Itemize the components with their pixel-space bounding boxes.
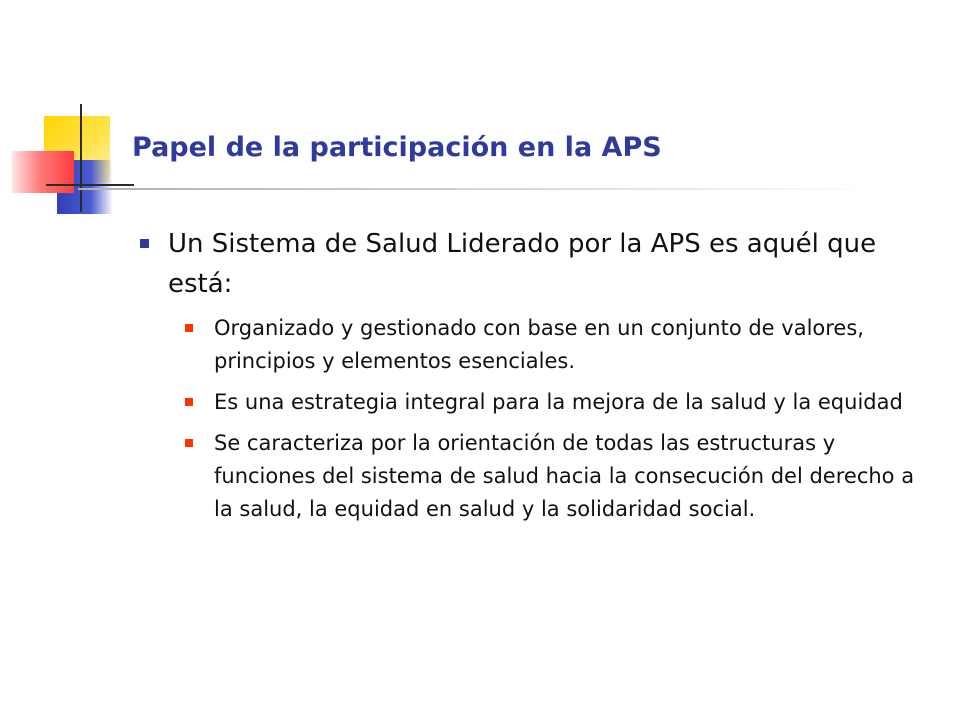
sub-bullet-text: Se caracteriza por la orientación de todas las estructuras y funciones del sistema de salud hacia la consecución del derecho a la salud, la equidad en salud y la solidaridad social.	[214, 431, 915, 521]
red-square-shape	[12, 151, 74, 193]
sub-bullet	[168, 312, 922, 378]
sub-bullet-text: Organizado y gestionado con base en un conjunto de valores, principios y elementos esenciales.	[214, 316, 864, 373]
sub-bullet	[168, 427, 922, 526]
decorative-logo	[0, 0, 140, 230]
square-bullet-icon	[140, 239, 149, 248]
logo-vertical-line	[80, 104, 82, 212]
square-bullet-icon	[185, 324, 193, 332]
sub-bullet-list	[168, 312, 922, 526]
title-divider	[78, 188, 878, 190]
main-bullet-text: Un Sistema de Salud Liderado por la APS es aquél que está:	[168, 229, 877, 299]
square-bullet-icon	[185, 439, 193, 447]
sub-bullet-text: Es una estrategia integral para la mejora de la salud y la equidad	[214, 390, 903, 414]
slide-content	[132, 224, 922, 534]
slide-title: Papel de la participación en la APS	[132, 132, 662, 163]
sub-bullet	[168, 386, 922, 419]
square-bullet-icon	[185, 398, 193, 406]
logo-horizontal-line	[46, 184, 134, 186]
main-bullet	[132, 224, 922, 304]
